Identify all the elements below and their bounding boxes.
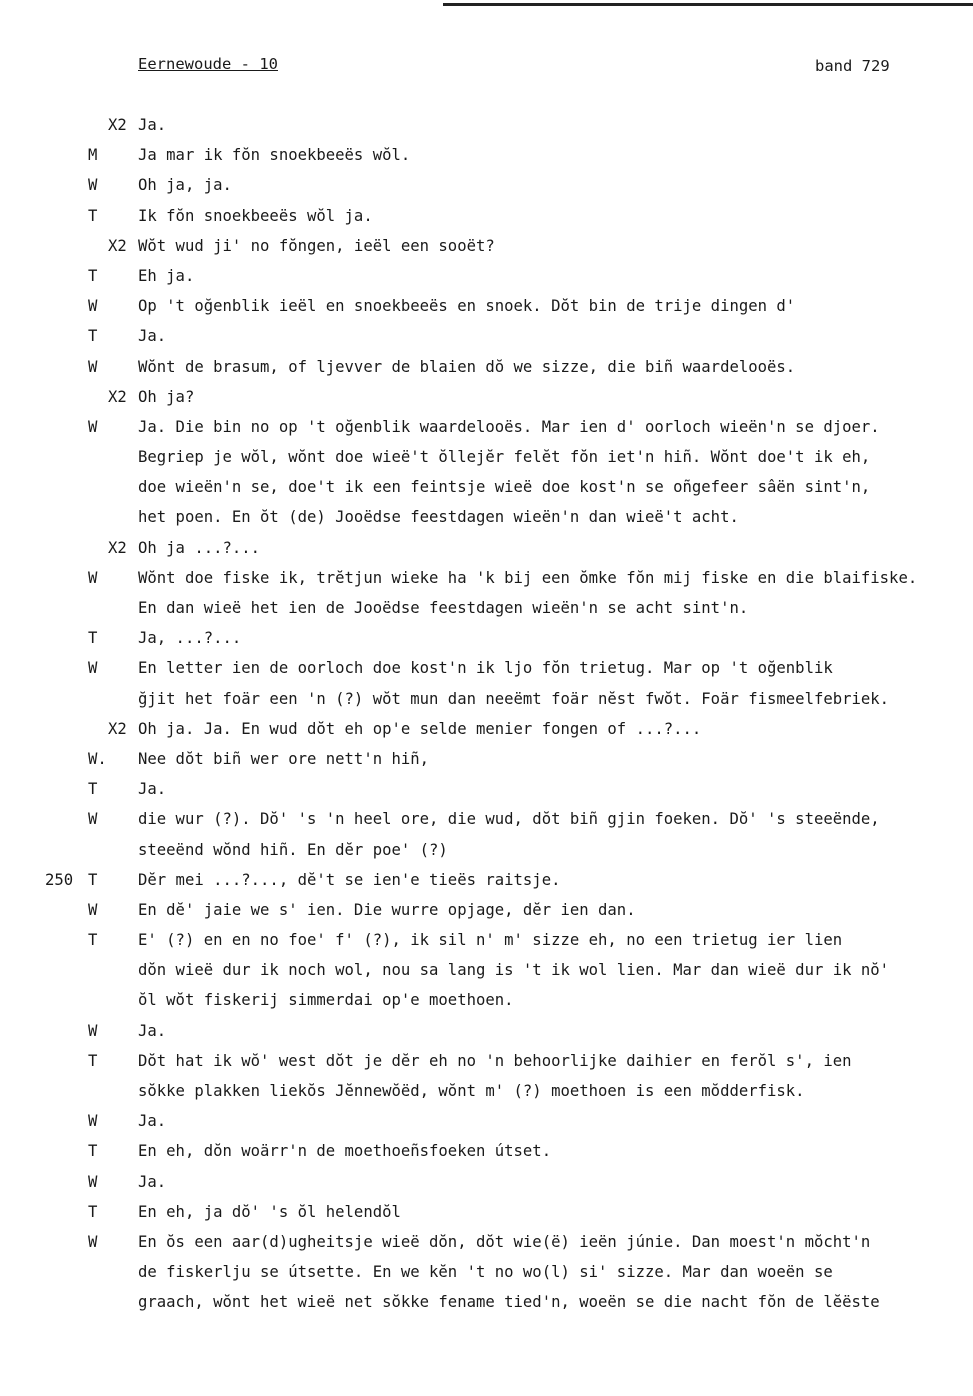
utterance-text: En ŏs een aar(d)ugheitsje wieë dŏn, dŏt wie(ë) ieën júnie. Dan moest'n mŏcht'n (138, 1232, 871, 1251)
utterance-text: Ik fŏn snoekbeeës wŏl ja. (138, 206, 373, 225)
transcript-line (0, 173, 973, 203)
transcript-line (0, 1170, 973, 1200)
speaker-label: W (88, 417, 98, 436)
transcript-line (0, 566, 973, 596)
utterance-text: Ja. (138, 1112, 167, 1131)
transcript-line (0, 928, 973, 958)
transcript-line (0, 536, 973, 566)
speaker-label: W (88, 810, 98, 829)
band-number: band 729 (815, 57, 890, 75)
transcript-line (0, 1079, 973, 1109)
top-rule (443, 3, 973, 6)
transcript-line (0, 687, 973, 717)
transcript-line (0, 385, 973, 415)
utterance-text: Dĕr mei ...?..., dĕ't se ien'e tieës raitsje. (138, 870, 561, 889)
speaker-label: M (88, 146, 98, 165)
speaker-label: X2 (108, 719, 127, 738)
transcript-line (0, 747, 973, 777)
transcript-line (0, 898, 973, 928)
utterance-text: Oh ja? (138, 387, 195, 406)
transcript-line (0, 234, 973, 264)
transcript-line (0, 113, 973, 143)
utterance-text: En eh, dŏn woärr'n de moethoeñsfoeken útset. (138, 1142, 552, 1161)
transcript-line (0, 1049, 973, 1079)
speaker-label: T (88, 931, 98, 950)
transcript-line (0, 1139, 973, 1169)
transcript (0, 113, 973, 1321)
utterance-text: die wur (?). Dŏ' 's 'n heel ore, die wud, dŏt biñ gjin foeken. Dŏ' 's steeënde, (138, 810, 880, 829)
utterance-text: Begriep je wŏl, wŏnt doe wieë't ŏllejĕr felĕt fŏn iet'n hiñ. Wŏnt doe't ik eh, (138, 448, 871, 467)
speaker-label: W (88, 1232, 98, 1251)
speaker-label: W (88, 1112, 98, 1131)
utterance-text: En letter ien de oorloch doe kost'n ik ljo fŏn trietug. Mar op 't oğenblik (138, 659, 833, 678)
transcript-line (0, 988, 973, 1018)
utterance-text: Dŏt hat ik wŏ' west dŏt je dĕr eh no 'n behoorlijke daihier en ferŏl s', ien (138, 1051, 852, 1070)
utterance-text: dŏn wieë dur ik noch wol, nou sa lang is 't ik wol lien. Mar dan wieë dur ik nŏ' (138, 961, 890, 980)
speaker-label: W (88, 568, 98, 587)
utterance-text: Oh ja. Ja. En wud dŏt eh op'e selde menier fongen of ...?... (138, 719, 702, 738)
utterance-text: Ja. (138, 116, 167, 134)
utterance-text: Ja, ...?... (138, 629, 242, 648)
utterance-text: En dan wieë het ien de Jooëdse feestdagen wieën'n se acht sint'n. (138, 599, 749, 617)
speaker-label: W. (88, 749, 107, 768)
speaker-label: T (88, 206, 98, 225)
transcript-line (0, 505, 973, 535)
speaker-label: W (88, 176, 98, 195)
utterance-text: Ja. (138, 1172, 167, 1191)
utterance-text: ŏl wŏt fiskerij simmerdai op'e moethoen. (138, 991, 514, 1010)
utterance-text: En dĕ' jaie we s' ien. Die wurre opjage, dĕr ien dan. (138, 900, 636, 919)
transcript-line (0, 717, 973, 747)
utterance-text: E' (?) en en no foe' f' (?), ik sil n' m' sizze eh, no een trietug ier lien (138, 931, 843, 950)
transcript-line (0, 415, 973, 445)
speaker-label: X2 (108, 236, 127, 255)
transcript-line (0, 204, 973, 234)
transcript-line (0, 626, 973, 656)
speaker-label: X2 (108, 538, 127, 557)
transcript-line (0, 596, 973, 626)
transcript-line (0, 355, 973, 385)
line-number: 250 (45, 870, 74, 889)
utterance-text: Op 't oğenblik ieël en snoekbeeës en snoek. Dŏt bin de trije dingen d' (138, 297, 796, 316)
utterance-text: Ja. (138, 327, 167, 346)
transcript-line (0, 1200, 973, 1230)
transcript-line (0, 324, 973, 354)
utterance-text: Eh ja. (138, 266, 195, 285)
transcript-line (0, 475, 973, 505)
speaker-label: X2 (108, 387, 127, 406)
utterance-text: steeënd wŏnd hiñ. En dĕr poe' (?) (138, 840, 448, 859)
transcript-line (0, 838, 973, 868)
utterance-text: Wŏnt doe fiske ik, trĕtjun wieke ha 'k bij een ŏmke fŏn mij fiske en die blaifiske. (138, 568, 918, 587)
speaker-label: W (88, 1021, 98, 1040)
utterance-text: Ja. (138, 780, 167, 799)
utterance-text: Ja. Die bin no op 't oğenblik waardelooës. Mar ien d' oorloch wieën'n se djoer. (138, 417, 880, 436)
transcript-line (0, 777, 973, 807)
speaker-label: W (88, 1172, 98, 1191)
utterance-text: doe wieën'n se, doe't ik een feintsje wieë doe kost'n se oñgefeer sâën sint'n, (138, 478, 871, 497)
speaker-label: W (88, 659, 98, 678)
speaker-label: T (88, 870, 98, 889)
transcript-line (0, 143, 973, 173)
utterance-text: het poen. En ŏt (de) Jooëdse feestdagen wieën'n dan wieë't acht. (138, 508, 739, 527)
speaker-label: T (88, 629, 98, 648)
utterance-text: ğjit het foär een 'n (?) wŏt mun dan neeëmt foär nĕst fwŏt. Foär fismeelfebriek. (138, 689, 890, 708)
utterance-text: Oh ja, ja. (138, 176, 232, 195)
speaker-label: T (88, 327, 98, 346)
speaker-label: T (88, 780, 98, 799)
speaker-label: T (88, 1142, 98, 1161)
speaker-label: W (88, 297, 98, 316)
speaker-label: T (88, 1202, 98, 1221)
utterance-text: Ja. (138, 1021, 167, 1040)
utterance-text: Nee dŏt biñ wer ore nett'n hiñ, (138, 749, 430, 768)
transcript-line (0, 1109, 973, 1139)
speaker-label: T (88, 266, 98, 285)
transcript-line (0, 1290, 973, 1320)
transcript-line (0, 868, 973, 898)
speaker-label: W (88, 357, 98, 376)
transcript-line (0, 445, 973, 475)
utterance-text: En eh, ja dŏ' 's ŏl helendŏl (138, 1202, 401, 1221)
utterance-text: de fiskerlju se útsette. En we kĕn 't no wo(l) si' sizze. Mar dan woeën se (138, 1263, 833, 1282)
utterance-text: Ja mar ik fŏn snoekbeeës wŏl. (138, 146, 411, 165)
transcript-line (0, 294, 973, 324)
transcript-line (0, 958, 973, 988)
transcript-line (0, 1260, 973, 1290)
utterance-text: Oh ja ...?... (138, 538, 261, 557)
transcript-line (0, 1019, 973, 1049)
transcript-line (0, 656, 973, 686)
transcript-line (0, 1230, 973, 1260)
utterance-text: sŏkke plakken liekŏs Jĕnnewŏëd, wŏnt m' (?) moethoen is een mŏdderfisk. (138, 1082, 805, 1100)
page-title: Eernewoude - 10 (138, 55, 278, 73)
utterance-text: Wŏnt de brasum, of ljevver de blaien dŏ we sizze, die biñ waardelooës. (138, 357, 796, 376)
transcript-line (0, 264, 973, 294)
speaker-label: T (88, 1051, 98, 1070)
utterance-text: Wŏt wud ji' no fŏngen, ieël een sooët? (138, 236, 495, 255)
speaker-label: W (88, 900, 98, 919)
speaker-label: X2 (108, 116, 127, 134)
transcript-line (0, 807, 973, 837)
utterance-text: graach, wŏnt het wieë net sŏkke fename tied'n, woeën se die nacht fŏn de lĕëste (138, 1293, 880, 1312)
